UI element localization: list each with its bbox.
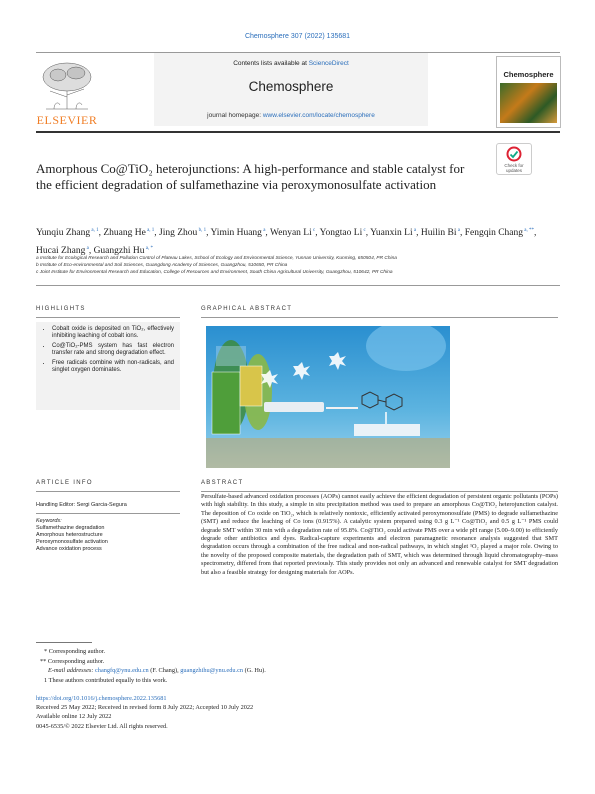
- check-updates-label: Check for updates: [504, 163, 524, 173]
- email-label: E-mail addresses:: [48, 667, 94, 674]
- author-affiliation-mark[interactable]: a: [456, 228, 460, 233]
- author-list: Yunqiu Zhang $^{a, 1}$, Zhuang He $^{a, 1}$, Jing Zhou $^{b, 1}$, Yimin Huang $^a$, Wenyan Li $^c$, Yongtao Li $^c$, Yuanxin Li $^a$, Huilin Bi $^a$, Fengqin Chang $^{a, **}$, Hucai Zhang $^a$, Guangzhi Hu $^{a, *}$: [36, 228, 537, 257]
- article-info-rule: [36, 491, 180, 492]
- corresponding-author-2: ** Corresponding author.: [40, 657, 105, 665]
- contents-prefix: Contents lists available at: [233, 60, 309, 67]
- author-affiliation-mark[interactable]: c: [362, 228, 366, 233]
- abstract-heading: ABSTRACT: [201, 480, 244, 486]
- email-link-hu[interactable]: guangzhihu@ynu.edu.cn: [180, 667, 244, 674]
- cover-title: Chemosphere: [503, 70, 554, 79]
- abstract-text: Persulfate-based advanced oxidation processes (AOPs) cannot easily achieve the efficient degradation of persistent organic pollutants (POPs) with high stability. In this study, a simple in situ precipitation method was used to prepare an amorphous Co@TiO₂ heterojunction catalyst. The deposition of Co oxide on TiO₂, which is relatively nontoxic, efficiently activated peroxymonosulfate (PMS) to degrade sulfamethazine (SMT) and reduce the leaching of Co ions (0.915%). A catalytic system prepared using 0.3 g L⁻¹ Co@TiO₂ and 0.5 g L⁻¹ PMS could degrade SMT within 30 min with a degradation rate of 95.8%. Co@TiO₂ could activate PMS over a wide pH range (5.00–9.00) to efficiently degrade other antibiotics and dyes. Radical-capture experiments and electron paramagnetic resonance analysis suggested that SMT degradation occurs through a combination of the free radical and non-radical pathways, in which singlet ¹O₂ played a major role. Owing to the novelty of the proposed composite materials, the degradation path of SMT, which was determined through liquid chromatography–mass spectrometry, differed from that reported previously. This study provides not only an advanced and renewable catalyst for SMT degradation but also a feasible strategy for designing materials for AOPs.: [201, 493, 558, 576]
- author-affiliation-mark[interactable]: a: [85, 246, 89, 252]
- author-affiliation-mark[interactable]: a, *: [144, 246, 153, 252]
- author-name[interactable]: Yunqiu Zhang: [36, 228, 91, 239]
- author-affiliation-mark[interactable]: a: [261, 228, 266, 233]
- author-affiliation-mark[interactable]: b, 1: [197, 228, 207, 233]
- author-name[interactable]: Hucai Zhang: [36, 246, 86, 257]
- journal-reference-link[interactable]: Chemosphere 307 (2022) 135681: [244, 33, 351, 40]
- footnotes: [36, 647, 266, 685]
- keywords-rule: [36, 513, 180, 514]
- author-name[interactable]: Yimin Huang: [210, 228, 262, 239]
- cover-image: [500, 83, 557, 123]
- author-name[interactable]: Yongtao Li: [319, 228, 363, 239]
- author-affiliation-mark[interactable]: a: [412, 228, 417, 233]
- keyword-item[interactable]: Peroxymonosulfate activation: [36, 539, 108, 545]
- homepage-link[interactable]: www.elsevier.com/locate/chemosphere: [262, 112, 375, 119]
- keywords-list: [36, 525, 108, 553]
- graphical-abstract-image[interactable]: [206, 326, 450, 468]
- author-name[interactable]: Jing Zhou: [159, 228, 198, 239]
- highlights-heading: HIGHLIGHTS: [36, 306, 86, 312]
- graphical-abstract-rule: [201, 317, 558, 318]
- doi-link[interactable]: https://doi.org/10.1016/j.chemosphere.2022.135681: [36, 695, 167, 702]
- publisher-wordmark[interactable]: ELSEVIER: [36, 113, 98, 127]
- check-updates-icon: [506, 146, 522, 162]
- highlight-item: • Co@TiO₂-PMS system has fast electron transfer rate and strong degradation effect.: [52, 343, 174, 358]
- author-affiliation-mark[interactable]: c: [311, 228, 316, 233]
- author-name[interactable]: Yuanxin Li: [370, 228, 413, 239]
- keyword-item[interactable]: Sulfamethazine degradation: [36, 525, 105, 531]
- keywords-heading: Keywords:: [36, 518, 62, 524]
- email-owner-chang: (F. Chang),: [148, 667, 181, 674]
- check-for-updates-button[interactable]: [496, 143, 532, 175]
- affiliations: [36, 256, 560, 276]
- contents-line: [154, 60, 428, 67]
- journal-cover-thumbnail[interactable]: [496, 56, 561, 128]
- journal-info-panel: [154, 53, 428, 126]
- highlights-list: [36, 322, 180, 374]
- article-info-heading: ARTICLE INFO: [36, 480, 93, 486]
- journal-masthead: [36, 52, 560, 133]
- author-affiliation-mark[interactable]: a, 1: [90, 228, 99, 233]
- article-title: Amorphous Co@TiO₂ heterojunctions: A high-performance and stable catalyst for the efficient degradation of sulfamethazine via peroxymonosulfate activation: [36, 161, 465, 192]
- author-name[interactable]: Wenyan Li: [270, 228, 312, 239]
- handling-editor: Handling Editor: Sergi Garcia-Segura: [36, 502, 127, 508]
- graphical-abstract-heading: GRAPHICAL ABSTRACT: [201, 306, 293, 312]
- highlights-rule: [36, 317, 180, 318]
- homepage-line: [154, 112, 428, 119]
- received-dates: Received 25 May 2022; Received in revised form 8 July 2022; Accepted 10 July 2022: [36, 704, 254, 712]
- author-name[interactable]: Zhuang He: [103, 228, 146, 239]
- email-owner-hu: (G. Hu).: [243, 667, 266, 674]
- sciencedirect-link[interactable]: ScienceDirect: [308, 60, 349, 67]
- available-online: Available online 12 July 2022: [36, 713, 112, 721]
- author-name[interactable]: Fengqin Chang: [464, 228, 524, 239]
- email-line: [36, 666, 266, 676]
- article-history: [36, 694, 253, 731]
- journal-name: Chemosphere: [248, 79, 334, 94]
- highlight-item: • Cobalt oxide is deposited on TiO₂, effectively inhibiting leaching of cobalt ions.: [52, 326, 174, 341]
- keyword-item[interactable]: Amorphous heterostructure: [36, 532, 103, 538]
- equal-contribution-note: 1 These authors contributed equally to this work.: [44, 676, 168, 684]
- author-affiliation-mark[interactable]: a, **: [523, 228, 535, 233]
- affiliation-b: b Institute of Eco-environmental and Soil Sciences, Guangdong Academy of Sciences, Guangzhou, 510650, PR China: [36, 262, 288, 268]
- copyright-line: 0045-6535/© 2022 Elsevier Ltd. All rights reserved.: [36, 722, 168, 730]
- author-name[interactable]: Huilin Bi: [420, 228, 457, 239]
- corresponding-author-1: * Corresponding author.: [44, 648, 106, 655]
- affiliation-c: c Joint Institute for Environmental Research and Education, College of Resources and Environment, South China Agricultural University, Guangzhou, 510642, PR China: [36, 269, 393, 275]
- affiliation-a: a Institute for Ecological Research and Pollution Control of Plateau Lakes, School of Ecology and Environmental Science, Yunnan University, Kunming, 650504, PR China: [36, 256, 397, 261]
- highlight-item: • Free radicals combine with non-radicals, and singlet oxygen dominates.: [52, 360, 174, 375]
- abstract-rule: [201, 491, 558, 492]
- footnote-divider: [36, 642, 92, 643]
- author-name[interactable]: Guangzhi Hu: [93, 246, 145, 257]
- affiliation-divider: [36, 285, 560, 286]
- email-link-chang[interactable]: changfq@ynu.edu.cn: [95, 667, 149, 674]
- keyword-item[interactable]: Advance oxidation process: [36, 546, 102, 552]
- homepage-prefix: journal homepage:: [207, 112, 263, 119]
- highlights-box: [36, 322, 180, 410]
- author-affiliation-mark[interactable]: a, 1: [145, 228, 155, 233]
